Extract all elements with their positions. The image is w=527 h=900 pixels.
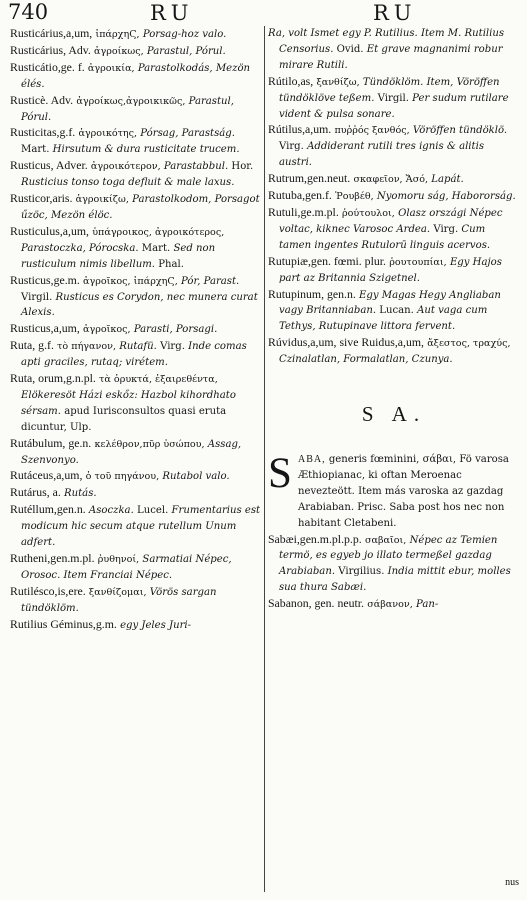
dictionary-entry [10,224,261,273]
hungarian-text: Fö varosa Æthiopianac, ki oftan Meroenac nevezteött. Item más varoska az gazdag Arabiaban. [298,454,509,513]
greek-text: ἀγροῖκος, [83,324,131,336]
drop-cap: S [268,450,292,498]
dictionary-entry [268,205,520,254]
hungarian-text: Pór, Parast. [181,275,240,287]
latin-quote: Et grave magnanimi robur mirare Rutili. [279,43,503,71]
headword: Rutéllum,gen.n. [10,502,86,517]
greek-text: ἀγροικότης, [78,128,138,140]
headword: Rúvidus,a,um, sive Ruidus,a,um, [268,335,424,350]
latin-quote: Saba post hos nec non habitant Cletabeni. [298,501,505,529]
greek-text: ὑπάγροικος, ἀγροικότερος, [92,226,225,238]
hungarian-text: Pan- [415,599,439,611]
latin-quote: Per sudum rutilare vident & pulsa sonare. [279,92,509,120]
hungarian-text: Parastabbul. [163,161,229,173]
greek-text: τὰ ὀρυκτά, ἐξαιρεθέντα, [99,374,218,386]
dictionary-entry [268,74,520,123]
left-column [10,26,261,634]
latin-quote: Hirsutum & dura rusticitate trucem. [52,144,240,156]
hungarian-text: Parastul, Pórul. [146,45,226,57]
hungarian-text: Parastolkodás, Mezön élés. [21,62,251,90]
greek-text: ῥυθηνοί, [97,554,140,565]
dictionary-entry [10,502,261,551]
latin-quote: Aut vaga cum Tethys, Rutupinave littora fervent. [279,305,488,333]
headword: ABA, [298,454,326,466]
hungarian-text: Nyomoru ság, Habororság. [376,191,516,203]
dictionary-entry [10,191,261,224]
latin-quote: Rusticius tonso toga defluit & male laxus. [21,177,235,189]
headword: Rutáceus,a,um, [10,468,83,483]
headword: Rutupinum, gen.n. [268,286,356,301]
dictionary-entry-saba [268,452,520,532]
section-heading-sa: S A. [361,402,427,427]
greek-text: ἀγροῖκος, ἰπάρχηϚ, [83,275,178,287]
hungarian-text: Asoczka. [88,505,134,517]
headword: Rusticus, Adver. [10,158,88,173]
hungarian-text: Vöröffen tündöklö. [412,125,508,137]
hungarian-text: Rutás. [64,488,97,500]
headword: Rusticus,a,um, [10,321,80,336]
hungarian-text: Lapát. [431,174,464,186]
latin-source: Virgil. [377,92,409,104]
latin-source: Ovid. [336,43,364,55]
greek-text: σάβανον, [367,599,413,611]
greek-text: κελέθρον,πῦρ ὑσώπου, [94,438,205,450]
latin-source: Virgilius. [338,566,385,578]
hungarian-text: Parastolkodom, Porsagot űzöc, Mezön élöc. [21,194,260,221]
running-head-right: RU [373,1,417,25]
dictionary-entry [268,122,520,171]
latin-source: Lucan. [379,305,414,317]
dictionary-entry [268,287,520,336]
headword: Ruta, orum,g.n.pl. [10,371,96,386]
dictionary-entry [10,125,261,158]
dictionary-entry [10,436,261,469]
hungarian-text: Rutabol valo. [162,471,230,483]
dictionary-entry [10,158,261,191]
hungarian-text: Egy Hajos part az Britannia Szigetnel. [279,256,502,284]
hungarian-text: Vörös sargan tündöklöm. [21,586,217,614]
dictionary-entry [10,43,261,60]
dictionary-entry [10,26,261,43]
hungarian-text: Assag, Szenvonyo. [21,438,242,466]
headword: Rutuba,gen.f. [268,188,332,203]
latin-quote: India mittit ebur, molles sua thura Sabæi. [279,566,511,594]
greek-text: ἀγροικία, [87,62,135,74]
latin-source: Virg. [433,223,459,235]
dictionary-entry [10,371,261,436]
hungarian-text: egy Jeles Juri- [120,619,192,631]
dictionary-entry [268,188,520,205]
hungarian-text: Népec az Temien termö, es egyeb jo illato termeßel gazdag Arabiaban. [279,534,498,578]
headword: Rútilus,a,um. [268,122,332,137]
latin-source: Mart. [21,144,50,156]
hungarian-text: Czinalatlan, Formalatlan, Czunya. [279,354,453,366]
headword: Rusticitas,g.f. [10,125,76,140]
headword: Rutuli,ge.m.pl. [268,204,339,219]
page-header [0,0,527,26]
headword: Rutilius Géminus,g.m. [10,616,117,631]
greek-text: σαβαῖοι, [364,534,407,546]
dictionary-entry [268,254,520,287]
dictionary-entry [268,532,520,597]
hungarian-text: Item M. Rutilius Censorius. [279,28,505,55]
hungarian-text: Pórsag, Parastság. [140,128,235,140]
greek-text: ξανθίζω, [316,76,360,88]
latin-source: Phal. [158,258,184,270]
headword: Ruta, g.f. [10,338,54,353]
headword: Rutupiæ,gen. fœmi. plur. [268,253,386,268]
dictionary-entry [10,485,261,502]
dictionary-entry [10,468,261,485]
headword: Rutheni,gen.m.pl. [10,551,95,565]
dictionary-entry [10,338,261,371]
greek-text: πυῤῥός ξανθός, [334,125,410,137]
page-number: 740 [8,0,49,24]
greek-text: ἀγροικίζω, [75,194,129,206]
dictionary-entry [10,321,261,338]
greek-text: ἀγροικότερον, [90,161,161,173]
latin-text: generis fœminini, [328,454,420,466]
headword: Rútilo,as, [268,73,314,88]
greek-text: σκαφεῖον, Ἄσό, [353,174,429,186]
headword: Sabanon, gen. neutr. [268,596,364,611]
hungarian-text: Rutafü. [119,341,157,353]
latin-quote: Cum tamen ingentes Rutulorū linguis acervos. [279,223,491,251]
greek-text: τὸ πήγανον, [57,341,117,353]
dictionary-entry [10,60,261,93]
latin-source: Virgil. [21,291,53,303]
greek-text: ξανθίζομαι, [88,586,147,598]
dictionary-entry [10,273,261,322]
latin-source: Mart. [141,242,171,254]
greek-text: σάβαι, [422,454,457,466]
greek-text: ἰπάρχηϚ, [95,29,140,40]
running-head-left: RU [150,1,194,25]
greek-text: Ῥουβέθ, [335,191,374,203]
latin-quote: Sed non rusticulum nimis libellum. [21,242,216,270]
headword: Rusticárius, Adv. [10,42,91,57]
hungarian-text: Parasti, Porsagi. [133,324,218,336]
greek-text: ἀγροίκως,ἀγροικικῶς, [76,95,186,107]
headword: Sabæi,gen.m.pl.p.p. [268,531,362,546]
hungarian-text: Elökeresöt Házi eskőz: Hazbol kihordhato sérsam. [21,389,236,417]
hungarian-text: Tündöklöm. Item, Vöröffen tündöklöve teßem. [279,76,500,104]
latin-quote: Addiderant rutili tres ignis & alitis austri. [279,141,485,169]
catchword: nus [505,877,519,888]
latin-source: apud Iurisconsultos quasi eruta dicuntur, Ulp. [21,405,227,433]
greek-text: ἀγροίκως, [94,45,144,57]
hungarian-text: Parastoczka, Pórocska. [21,242,139,254]
dictionary-entry [268,26,520,74]
latin-source: Virg. [279,141,304,153]
greek-text: ῥουτουπίαι, [389,256,447,268]
greek-text: ὁ τοῦ πηγάνου, [85,471,160,483]
hungarian-text: Olasz országi Népec voltac, kiknec Varosoc Ardea. [279,207,503,235]
hungarian-text: Sarmatiai Népec, Orosoc. Item Franciai Népec. [21,554,232,581]
dictionary-entry [10,551,261,584]
headword: Rusticor,aris. [10,191,73,206]
hungarian-text: Egy Magas Hegy Angliaban vagy Britanniaban. [279,289,501,317]
right-column [268,26,520,613]
headword: Rusticátio,ge. f. [10,59,85,74]
headword: Rusticus,ge.m. [10,272,80,287]
headword: Rusticè. Adv. [10,92,74,107]
headword: Rutilésco,is,ere. [10,583,86,598]
latin-quote: Inde comas apti graciles, rutaq; virétem. [21,341,247,369]
latin-quote: Frumentarius est modicum hic secum atque rutellum Unum adfert. [21,505,261,549]
dictionary-entry [268,596,520,613]
dictionary-entry [10,584,261,617]
latin-source: Hor. [231,161,254,173]
headword: Rutrum,gen.neut. [268,171,351,186]
dictionary-entry [10,617,261,634]
continued-text: Ra, volt Ismet egy P. Rutilius. [268,28,418,39]
headword: Rusticulus,a,um, [10,223,89,238]
column-divider [264,26,265,892]
headword: Rusticárius,a,um, [10,26,93,40]
dictionary-entry [268,171,520,188]
dictionary-entry [268,335,520,368]
greek-text: ἄξεστος, τραχύς, [427,338,511,350]
hungarian-text: Parastul, Pórul. [21,95,234,123]
greek-text: ῥούτουλοι, [342,207,395,219]
headword: Rutábulum, ge.n. [10,435,92,450]
hungarian-text: Porsag-hoz valo. [142,29,227,40]
dictionary-entry [10,93,261,126]
latin-quote: Rusticus es Corydon, nec munera curat Alexis. [21,291,258,319]
latin-source: Virg. [160,341,185,353]
headword: Rutárus, a. [10,485,61,500]
latin-source: Prisc. [357,501,387,513]
latin-source: Lucel. [137,505,169,517]
